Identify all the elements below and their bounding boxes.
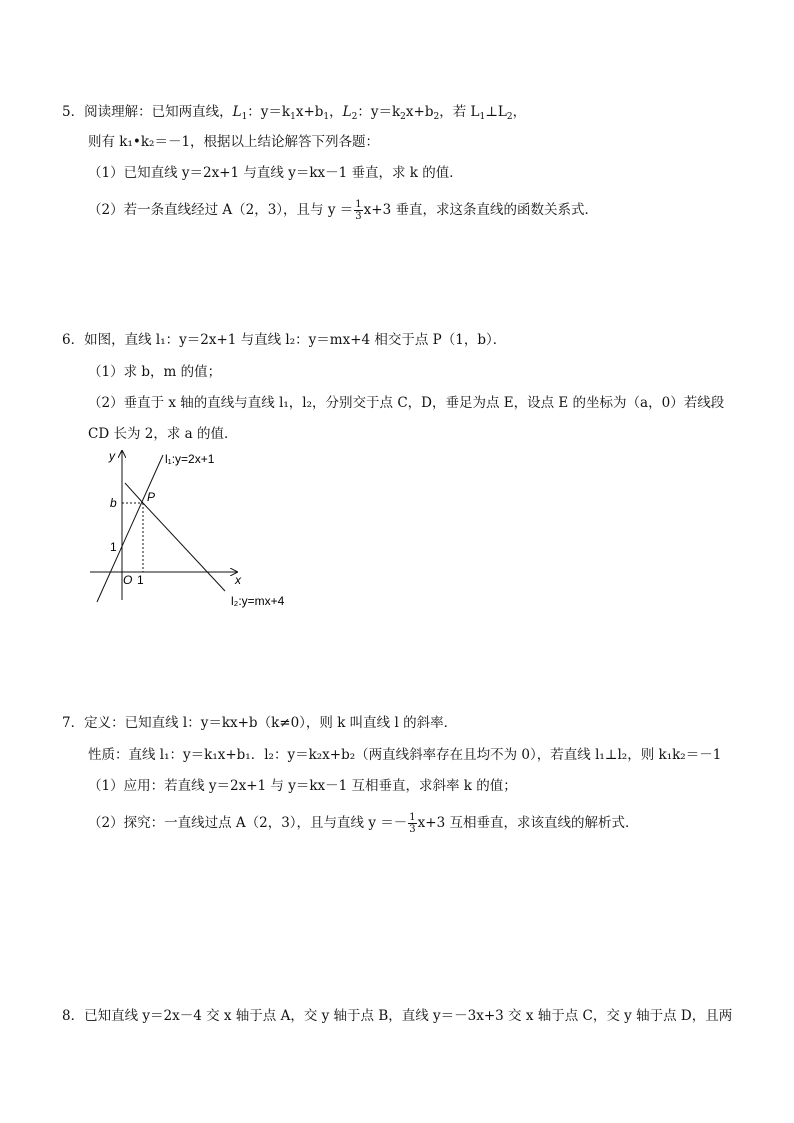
one-y-label: 1 xyxy=(110,540,117,554)
q7-part2: （2）探究：一直线过点 A（2，3），且与直线 y ＝－ $\frac{1}{3}$ x+3 互相垂直，求该直线的解析式． xyxy=(88,812,639,835)
q7-line2: 性质：直线 l₁：y＝k₁x+b₁．l₂：y＝k₂x+b₂（两直线斜率存在且均不为 0），若直线 l₁⊥l₂，则 k₁k₂＝－1 xyxy=(88,747,722,763)
q5-part2: （2）若一条直线经过 A（2，3），且与 y ＝ $\frac{1}{3}$ x+3 垂直，求这条直线的函数关系式． xyxy=(88,199,598,222)
origin-label: O xyxy=(123,573,133,587)
b-tick-label: b xyxy=(110,496,117,510)
q7-part1: （1）应用：若直线 y＝2x+1 与 y＝kx－1 互相垂直，求斜率 k 的值； xyxy=(88,778,517,794)
q7-line1: 7．定义：已知直线 l：y＝kx+b（k≠0），则 k 叫直线 l 的斜率． xyxy=(62,715,458,731)
q5-part1: （1）已知直线 y＝2x+1 与直线 y＝kx－1 垂直，求 k 的值． xyxy=(88,165,463,181)
line-l2 xyxy=(143,503,225,591)
q6-part2a: （2）垂直于 x 轴的直线与直线 l₁，l₂，分别交于点 C，D，垂足为点 E，设点 E 的坐标为（a，0）若线段 xyxy=(88,395,725,411)
q6-part2b: CD 长为 2，求 a 的值． xyxy=(88,426,238,442)
q8-line1: 8．已知直线 y＝2x－4 交 x 轴于点 A，交 y 轴于点 B，直线 y＝－3x+3 交 x 轴于点 C，交 y 轴于点 D，且两 xyxy=(62,1008,733,1024)
x-axis-label: x xyxy=(235,573,241,587)
q6-line1: 6．如图，直线 l₁：y＝2x+1 与直线 l₂：y＝mx+4 相交于点 P（1，b）． xyxy=(62,332,507,348)
fraction-one-third: $\frac{1}{3}$ xyxy=(409,812,416,835)
q5-line2: 则有 k₁•k₂＝－1，根据以上结论解答下列各题： xyxy=(88,134,380,150)
fraction-one-third: $\frac{1}{3}$ xyxy=(355,199,362,222)
q5-line1: 5．阅读理解：已知两直线，$L_1$：$y=k_1x+b_1$，$L_2$：$y=k_2x+b_2$，若 $L_1\perp L_2$， xyxy=(62,104,527,122)
point-p-label: P xyxy=(147,490,156,504)
q6-part1: （1）求 b，m 的值； xyxy=(88,364,222,380)
l2-label: l₂:y=mx+4 xyxy=(231,594,285,608)
y-axis-label: y xyxy=(109,449,115,463)
one-x-label: 1 xyxy=(137,573,144,587)
l1-label: l₁:y=2x+1 xyxy=(165,452,215,466)
q6-figure xyxy=(85,445,325,615)
